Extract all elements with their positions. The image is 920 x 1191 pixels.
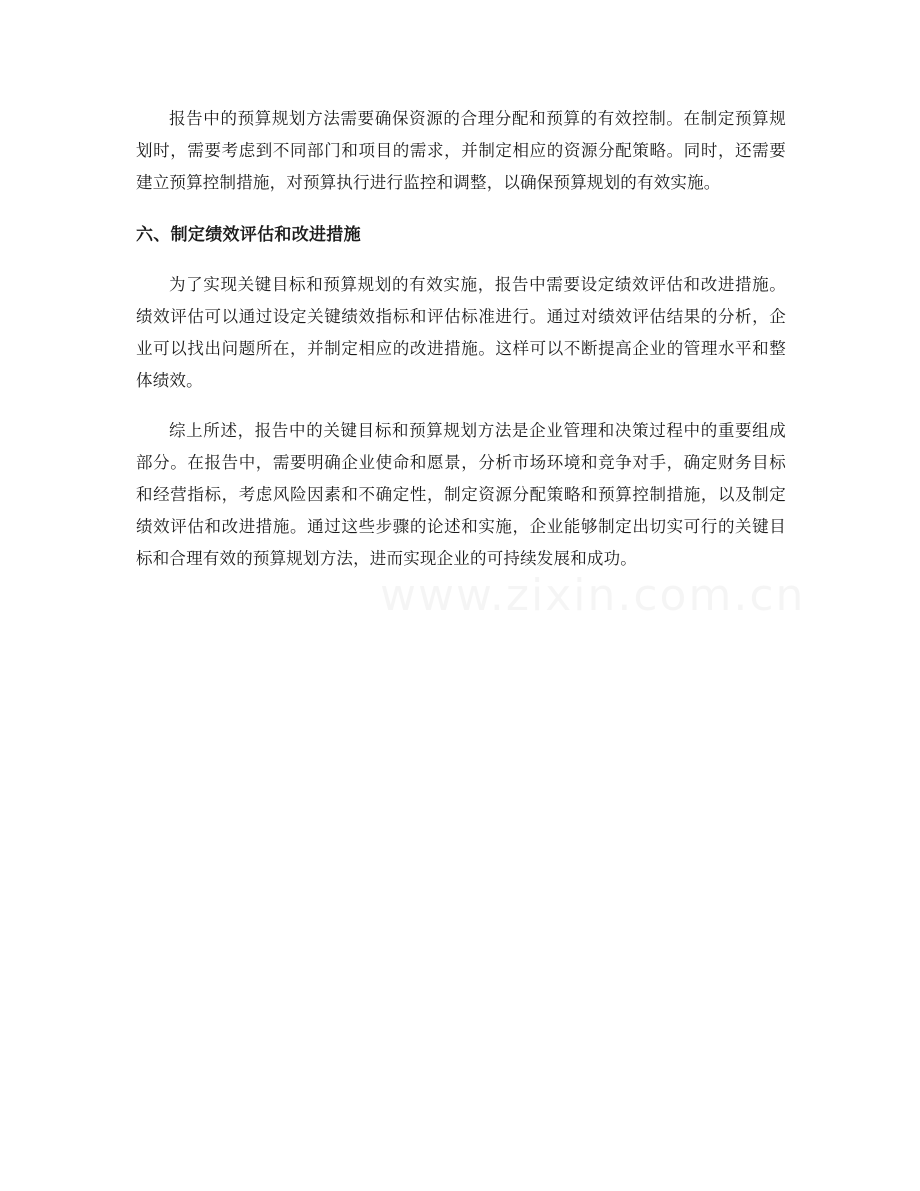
document-body [136, 103, 786, 575]
paragraph-conclusion: 综上所述，报告中的关键目标和预算规划方法是企业管理和决策过程中的重要组成部分。在报告中，需要明确企业使命和愿景，分析市场环境和竞争对手，确定财务目标和经营指标，考虑风险因素和不确定性，制定资源分配策略和预算控制措施，以及制定绩效评估和改进措施。通过这些步骤的论述和实施，企业能够制定出切实可行的关键目标和合理有效的预算规划方法，进而实现企业的可持续发展和成功。 [136, 421, 786, 568]
watermark [380, 570, 805, 621]
paragraph-performance-evaluation: 为了实现关键目标和预算规划的有效实施，报告中需要设定绩效评估和改进措施。绩效评估可以通过设定关键绩效指标和评估标准进行。通过对绩效评估结果的分析，企业可以找出问题所在，并制定相应的改进措施。这样可以不断提高企业的管理水平和整体绩效。 [136, 275, 786, 390]
paragraph-budget-planning: 报告中的预算规划方法需要确保资源的合理分配和预算的有效控制。在制定预算规划时，需要考虑到不同部门和项目的需求，并制定相应的资源分配策略。同时，还需要建立预算控制措施，对预算执行进行监控和调整，以确保预算规划的有效实施。 [136, 109, 786, 192]
section-heading-performance: 六、制定绩效评估和改进措施 [136, 225, 361, 245]
